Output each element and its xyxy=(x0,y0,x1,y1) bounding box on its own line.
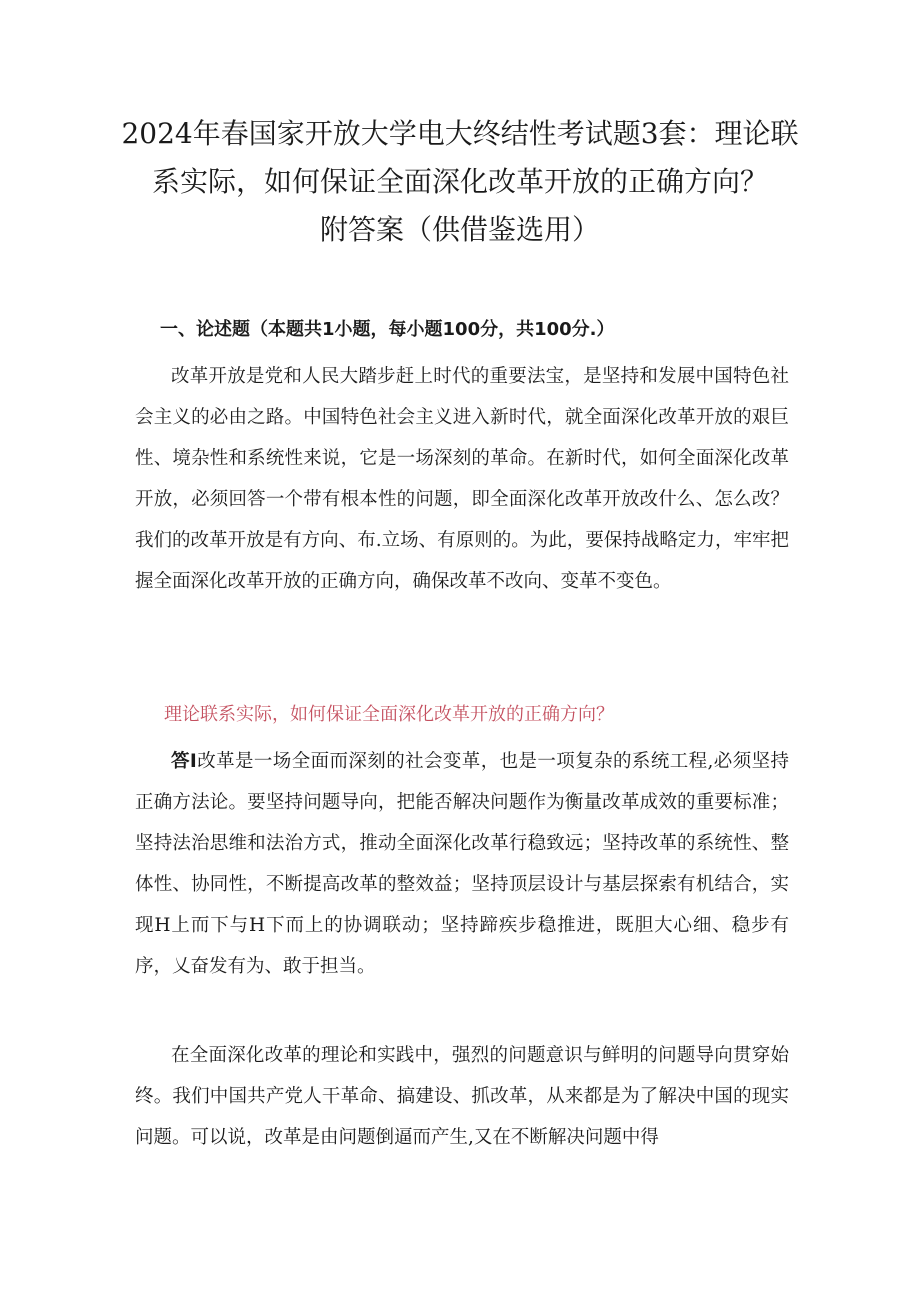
closing-paragraph: 在全面深化改革的理论和实践中，强烈的问题意识与鲜明的问题导向贯穿始终。我们中国共产党人干革命、搞建设、抓改革，从来都是为了解决中国的现实问题。可以说，改革是由问题倒逼而产生,又在不断解决问题中得 xyxy=(135,1045,789,1148)
title-line-2: 系实际，如何保证全面深化改革开放的正确方向？ xyxy=(151,165,768,198)
intro-paragraph: 改革开放是党和人民大踏步赶上时代的重要法宝，是坚持和发展中国特色社会主义的必由之路。中国特色社会主义进入新时代，就全面深化改革开放的艰巨性、境杂性和系统性来说，它是一场深刻的革命。在新时代，如何全面深化改革开放，必须回答一个带有根本性的问题，即全面深化改革开放改什么、怎么改？我们的改革开放是有方向、布.立场、有原则的。为此，要保持战略定力，牢牢把握全面深化改革开放的正确方向，确保改革不改向、变革不变色。 xyxy=(135,366,789,592)
question-heading: 理论联系实际，如何保证全面深化改革开放的正确方向？ xyxy=(164,704,614,725)
section-heading: 一、论述题（本题共1小题，每小题100分，共100分.） xyxy=(160,319,615,340)
answer-paragraph xyxy=(135,741,789,987)
answer-text: 改革是一场全面而深刻的社会变革，也是一项复杂的系统工程,必须坚持正确方法论。要坚持问题导向，把能否解决问题作为衡量改革成效的重要标准；坚持法治思维和法治方式，推动全面深化改革行稳致远；坚持改革的系统性、整体性、协同性，不断提高改革的整效益；坚持顶层设计与基层探索有机结合，实现H上而下与H下而上的协调联动；坚持蹄疾步稳推进，既胆大心细、稳步有序，乂奋发有为、敢于担当。 xyxy=(135,751,789,977)
document-title xyxy=(120,110,800,254)
title-line-3: 附答案（供借鉴选用） xyxy=(319,213,600,246)
answer-label: 答I xyxy=(171,751,197,772)
title-line-1: 2024年春国家开放大学电大终结性考试题3套：理论联 xyxy=(121,117,799,150)
